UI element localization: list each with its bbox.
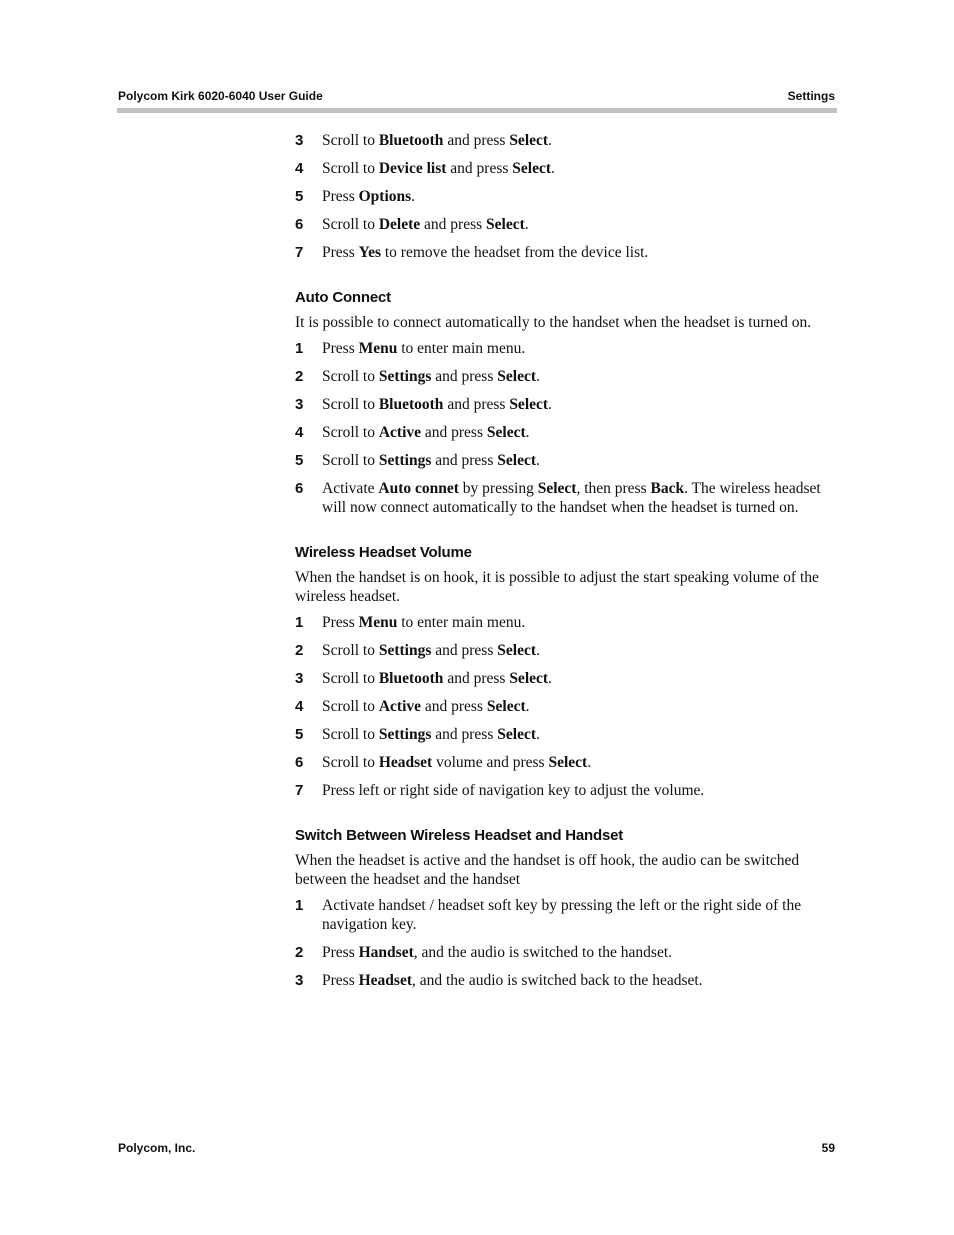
step-item — [295, 641, 840, 660]
step-number: 3 — [295, 396, 304, 413]
step-text-run: and press — [431, 368, 498, 385]
step-text-run: and press — [446, 160, 513, 177]
step-text-run: . — [536, 642, 540, 659]
step-text-run: . — [525, 698, 530, 715]
step-item — [295, 753, 840, 772]
step-text-run: volume and press — [432, 754, 549, 771]
ui-term: Settings — [378, 642, 432, 659]
page-body — [295, 131, 840, 990]
step-text-run: and press — [420, 216, 487, 233]
step-text-run: Activate — [322, 480, 379, 497]
ui-term: Select — [486, 698, 526, 715]
step-text-run: and press — [443, 670, 510, 687]
ui-term: Menu — [358, 614, 398, 631]
step-text-run: . — [587, 754, 592, 771]
ui-term: Select — [509, 396, 549, 413]
step-text-run: , and the audio is switched to the handset. — [413, 944, 673, 961]
step-text-run: Scroll to — [322, 642, 379, 659]
step-text-run: by pressing — [458, 480, 538, 497]
step-text-run: and press — [431, 726, 498, 743]
ui-term: Select — [497, 642, 536, 659]
step-text — [322, 187, 415, 206]
step-text-run: . — [411, 188, 416, 205]
top-step-list-section — [295, 131, 840, 262]
step-text — [322, 641, 540, 660]
step-text — [322, 159, 555, 178]
section-intro: When the handset is on hook, it is possible to adjust the start speaking volume of the wireless headset. — [295, 569, 819, 605]
switch-headset-handset-section — [295, 827, 840, 990]
step-number: 4 — [295, 160, 304, 177]
step-item — [295, 896, 840, 934]
step-text — [322, 243, 648, 262]
step-text-run: and press — [421, 424, 487, 441]
step-text-run: Scroll to — [322, 452, 379, 469]
step-number: 6 — [295, 754, 304, 771]
step-text — [322, 753, 591, 772]
step-text-run: to enter main menu. — [397, 340, 526, 357]
step-text — [322, 697, 530, 716]
step-number: 1 — [295, 897, 304, 914]
ui-term: Select — [537, 480, 577, 497]
step-item — [295, 725, 840, 744]
step-text — [322, 367, 540, 386]
step-text-run: Scroll to — [322, 216, 379, 233]
step-text-run: Scroll to — [322, 726, 379, 743]
ui-term: Bluetooth — [378, 396, 444, 413]
step-text — [322, 613, 525, 632]
ui-term: Select — [497, 368, 536, 385]
step-text — [322, 423, 530, 442]
ui-term: Select — [486, 216, 525, 233]
step-text-run: and press — [443, 396, 510, 413]
step-text-run: to enter main menu. — [397, 614, 526, 631]
ui-term: Device list — [378, 160, 447, 177]
step-text-run: Scroll to — [322, 368, 379, 385]
step-number: 6 — [295, 216, 304, 233]
step-item — [295, 339, 840, 358]
ui-term: Headset — [358, 972, 412, 989]
step-number: 5 — [295, 726, 304, 743]
step-text — [322, 971, 703, 990]
auto-connect-section — [295, 289, 840, 517]
ui-term: Select — [509, 132, 549, 149]
step-text-run: and press — [431, 642, 498, 659]
section-heading: Wireless Headset Volume — [295, 544, 472, 561]
step-text-run: Scroll to — [322, 670, 379, 687]
running-header-section: Settings — [787, 89, 835, 103]
step-item — [295, 367, 840, 386]
step-text-run: Scroll to — [322, 424, 379, 441]
step-item — [295, 243, 840, 262]
step-number: 3 — [295, 670, 304, 687]
step-text-run: Press — [322, 188, 359, 205]
step-text-run: Scroll to — [322, 132, 379, 149]
step-text — [322, 215, 529, 234]
ui-term: Active — [378, 424, 422, 441]
ui-term: Select — [497, 452, 536, 469]
step-number: 3 — [295, 132, 304, 149]
section-heading: Switch Between Wireless Headset and Handset — [295, 827, 624, 844]
wireless-headset-volume-section — [295, 544, 840, 800]
running-header-title: Polycom Kirk 6020-6040 User Guide — [118, 89, 323, 103]
step-text-run: . — [548, 132, 552, 149]
step-item — [295, 479, 840, 517]
page-number: 59 — [821, 1141, 835, 1155]
ui-term: Menu — [358, 340, 398, 357]
step-number: 6 — [295, 480, 304, 497]
step-text-run: Activate handset / headset soft key by pressing the left or the right side of the navigation key. — [322, 897, 802, 933]
ui-term: Select — [497, 726, 536, 743]
step-text-run: , and the audio is switched back to the headset. — [412, 972, 703, 989]
top-step-list — [295, 131, 840, 262]
ui-term: Select — [512, 160, 552, 177]
ui-term: Bluetooth — [378, 670, 444, 687]
step-text-run: Scroll to — [322, 160, 379, 177]
step-text-run: Press — [322, 972, 359, 989]
ui-term: Settings — [378, 452, 432, 469]
step-text — [322, 451, 540, 470]
step-text-run: Press — [322, 614, 359, 631]
ui-term: Handset — [358, 944, 414, 961]
ui-term: Settings — [378, 368, 432, 385]
ui-term: Bluetooth — [378, 132, 444, 149]
ui-term: Select — [548, 754, 588, 771]
step-text — [322, 395, 552, 414]
ui-term: Delete — [378, 216, 421, 233]
step-text-run: Scroll to — [322, 698, 379, 715]
step-text-run: Press — [322, 340, 359, 357]
step-list — [295, 613, 840, 800]
step-item — [295, 781, 840, 800]
step-text-run: . — [524, 216, 529, 233]
step-text-run: , then press — [576, 480, 651, 497]
step-text — [322, 669, 552, 688]
header-divider — [117, 108, 837, 113]
step-number: 7 — [295, 244, 304, 261]
step-text — [322, 339, 525, 358]
step-text-run: . — [551, 160, 555, 177]
step-text-run: . The wireless headset will now connect automatically to the handset when the headset is turned on. — [322, 480, 821, 516]
section-heading: Auto Connect — [295, 289, 391, 306]
step-item — [295, 215, 840, 234]
step-text-run: . — [536, 452, 540, 469]
step-text-run: and press — [431, 452, 498, 469]
step-number: 4 — [295, 424, 304, 441]
ui-term: Options — [358, 188, 412, 205]
step-text — [322, 896, 840, 934]
section-intro: It is possible to connect automatically to the handset when the headset is turned on. — [295, 314, 812, 331]
step-number: 5 — [295, 452, 304, 469]
step-text-run: Press — [322, 944, 359, 961]
ui-term: Headset — [378, 754, 433, 771]
step-number: 2 — [295, 368, 304, 385]
step-item — [295, 669, 840, 688]
step-text-run: and press — [421, 698, 487, 715]
step-text-run: . — [536, 368, 540, 385]
step-number: 1 — [295, 340, 304, 357]
step-item — [295, 943, 840, 962]
step-text-run: . — [548, 396, 552, 413]
step-item — [295, 971, 840, 990]
ui-term: Settings — [378, 726, 432, 743]
step-text-run: and press — [443, 132, 510, 149]
ui-term: Select — [486, 424, 526, 441]
step-text-run: Press left or right side of navigation key to adjust the volume. — [322, 782, 705, 799]
ui-term: Yes — [358, 244, 381, 261]
step-item — [295, 395, 840, 414]
step-text — [322, 781, 704, 800]
step-item — [295, 613, 840, 632]
step-text-run: . — [525, 424, 530, 441]
step-number: 2 — [295, 944, 304, 961]
step-number: 4 — [295, 698, 304, 715]
step-number: 2 — [295, 642, 304, 659]
step-list — [295, 339, 840, 517]
step-number: 3 — [295, 972, 304, 989]
step-text — [322, 725, 540, 744]
step-item — [295, 131, 840, 150]
step-number: 1 — [295, 614, 304, 631]
step-text — [322, 479, 840, 517]
step-item — [295, 697, 840, 716]
ui-term: Active — [378, 698, 422, 715]
step-number: 5 — [295, 188, 304, 205]
ui-term: Back — [650, 480, 685, 497]
step-text-run: Scroll to — [322, 754, 379, 771]
step-item — [295, 423, 840, 442]
step-item — [295, 187, 840, 206]
ui-term: Select — [509, 670, 549, 687]
step-list — [295, 896, 840, 990]
ui-term: Auto connet — [378, 480, 459, 497]
step-text — [322, 943, 672, 962]
step-text-run: . — [536, 726, 540, 743]
step-text-run: . — [548, 670, 552, 687]
footer-company: Polycom, Inc. — [118, 1141, 196, 1155]
step-text-run: Scroll to — [322, 396, 379, 413]
section-intro: When the headset is active and the handset is off hook, the audio can be switched between the headset and the handset — [295, 852, 800, 888]
step-item — [295, 159, 840, 178]
step-item — [295, 451, 840, 470]
step-number: 7 — [295, 782, 304, 799]
step-text — [322, 131, 552, 150]
step-text-run: to remove the headset from the device list. — [381, 244, 649, 261]
step-text-run: Press — [322, 244, 359, 261]
